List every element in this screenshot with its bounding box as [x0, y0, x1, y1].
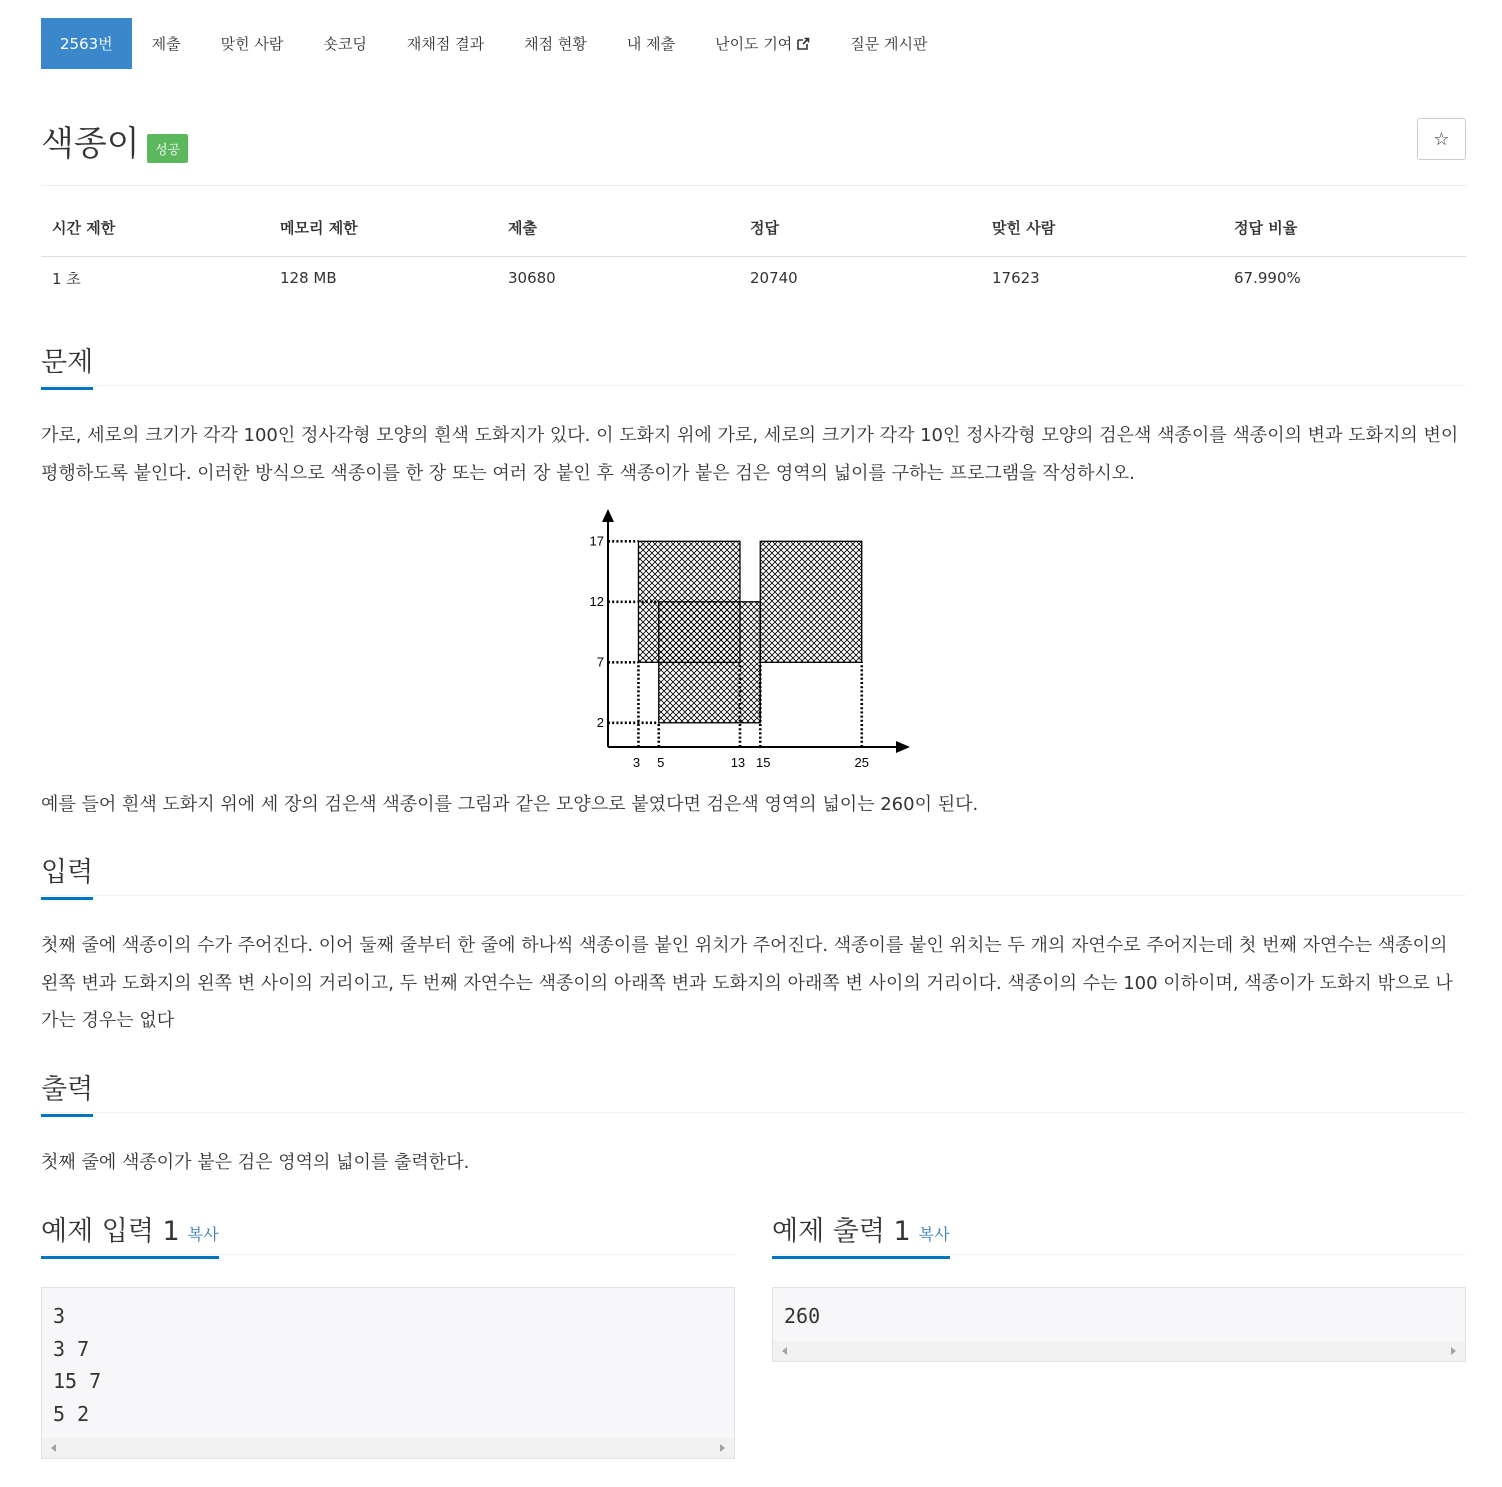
x-tick-label: 25 [854, 755, 869, 770]
nav-tab-label: 2563번 [60, 35, 113, 53]
example-description: 예를 들어 흰색 도화지 위에 세 장의 검은색 색종이를 그림과 같은 모양으로 붙였다면 검은색 영역의 넓이는 260이 된다. [41, 794, 979, 815]
sample-output-line: 260 [784, 1304, 821, 1328]
scroll-right-icon[interactable] [1451, 1347, 1456, 1355]
nav-tab-judge-status[interactable] [504, 18, 607, 69]
sample-output-heading [772, 1209, 950, 1259]
header-accept-rate: 정답 비율 [1223, 212, 1466, 256]
sample-input-heading [41, 1209, 219, 1259]
input-section-header [41, 850, 1466, 896]
horizontal-scrollbar[interactable] [773, 1341, 1465, 1361]
nav-tab-label: 제출 [151, 35, 181, 53]
scroll-right-icon[interactable] [720, 1444, 725, 1452]
x-tick-label: 3 [632, 755, 641, 770]
nav-tab-label: 채점 현황 [524, 35, 587, 53]
external-link-icon [796, 37, 810, 51]
y-tick-label: 17 [589, 533, 604, 549]
nav-tab-my-submissions[interactable] [607, 18, 695, 69]
problem-heading: 문제 [41, 340, 93, 390]
header-time-limit: 시간 제한 [41, 212, 269, 256]
nav-tab-submit[interactable] [132, 18, 201, 69]
input-description: 첫째 줄에 색종이의 수가 주어진다. 이어 둘째 줄부터 한 줄에 하나씩 색종이를 붙인 위치가 주어진다. 색종이를 붙인 위치는 두 개의 자연수로 주어지는데 첫 번째 자연수는 색종이의 왼쪽 변과 도화지의 왼쪽 변 사이의 거리이고, 두 번째 자연수는 색종이의 아래쪽 변과 도화지의 아래쪽 변 사이의 거리이다. 색종이의 수는 100 이하이며, 색종이가 도화지 밖으로 나가는 경우는 없다 [41, 935, 1453, 1031]
sample-input-title: 예제 입력 1 [41, 1216, 180, 1247]
nav-tab-solved-users[interactable] [201, 18, 304, 69]
sample-input-header [41, 1209, 735, 1255]
sample-output-header [772, 1209, 1466, 1255]
problem-nav [41, 18, 948, 69]
cell-time-limit: 1 초 [52, 269, 81, 288]
output-description: 첫째 줄에 색종이가 붙은 검은 영역의 넓이를 출력한다. [41, 1152, 470, 1173]
scroll-left-icon[interactable] [51, 1444, 56, 1452]
problem-title: 색종이 [41, 124, 140, 164]
table-row [41, 256, 1466, 300]
sample-output-text [773, 1288, 1465, 1333]
nav-tab-label: 난이도 기여 [715, 35, 793, 53]
table-header-row [41, 212, 1466, 256]
colored-paper-figure [580, 505, 925, 775]
nav-tab-problem[interactable] [41, 18, 132, 69]
nav-tab-difficulty-contribution[interactable] [695, 18, 830, 69]
problem-section-header [41, 340, 1466, 386]
nav-tab-label: 질문 게시판 [850, 35, 928, 53]
cell-accept-rate: 67.990% [1234, 269, 1301, 288]
y-tick-label: 12 [589, 593, 604, 609]
sample-input-line: 5 2 [53, 1401, 90, 1426]
nav-tab-short-coding[interactable] [303, 18, 386, 69]
nav-tab-rejudge-results[interactable] [387, 18, 504, 69]
cell-memory-limit: 128 MB [280, 269, 337, 288]
colored-paper-square [760, 541, 862, 662]
status-badge: 성공 [147, 134, 188, 163]
x-tick-label: 15 [756, 755, 771, 770]
x-axis-arrow-icon [896, 741, 910, 753]
y-axis-arrow-icon [602, 509, 614, 522]
output-heading: 출력 [41, 1067, 93, 1117]
y-tick-label: 7 [596, 654, 604, 670]
header-accepted: 정답 [739, 212, 981, 256]
sample-input-box[interactable] [41, 1287, 735, 1459]
cell-accepted: 20740 [750, 269, 798, 288]
problem-header [41, 116, 1466, 186]
nav-tab-label: 재채점 결과 [406, 35, 485, 53]
output-section-header [41, 1067, 1466, 1113]
horizontal-scrollbar[interactable] [42, 1438, 734, 1458]
nav-tab-label: 맞힌 사람 [220, 35, 284, 53]
colored-paper-square [659, 602, 761, 723]
header-submissions: 제출 [497, 212, 739, 256]
copy-input-button[interactable]: 복사 [187, 1225, 219, 1244]
header-solved-users: 맞힌 사람 [981, 212, 1223, 256]
sample-output-title: 예제 출력 1 [772, 1216, 911, 1247]
nav-tab-qna-board[interactable] [830, 18, 947, 69]
sample-input-line: 3 [53, 1304, 66, 1328]
x-tick-label: 5 [657, 755, 665, 770]
copy-output-button[interactable]: 복사 [918, 1225, 950, 1244]
y-tick-label: 2 [596, 714, 604, 730]
cell-solved-users: 17623 [992, 269, 1040, 288]
problem-info-table [41, 212, 1466, 300]
star-icon: ☆ [1433, 128, 1450, 150]
problem-description: 가로, 세로의 크기가 각각 100인 정사각형 모양의 흰색 도화지가 있다. 이 도화지 위에 가로, 세로의 크기가 각각 10인 정사각형 모양의 검은색 색종이를 색종이의 변과 도화지의 변이 평행하도록 붙인다. 이러한 방식으로 색종이를 한 장 또는 여러 장 붙인 후 색종이가 붙은 검은 영역의 넓이를 구하는 프로그램을 작성하시오. [41, 425, 1459, 484]
scroll-left-icon[interactable] [782, 1347, 787, 1355]
cell-submissions: 30680 [508, 269, 556, 288]
nav-tab-label: 내 제출 [626, 35, 676, 53]
sample-input-line: 3 7 [53, 1336, 90, 1361]
sample-input-line: 15 7 [53, 1369, 102, 1393]
header-memory-limit: 메모리 제한 [269, 212, 497, 256]
nav-tab-label: 숏코딩 [323, 35, 367, 53]
sample-input-text [42, 1288, 734, 1430]
figure-shapes [602, 509, 910, 753]
sample-output-box[interactable] [772, 1287, 1466, 1362]
input-heading: 입력 [41, 850, 93, 900]
x-tick-label: 13 [730, 755, 746, 770]
favorite-button[interactable] [1417, 118, 1466, 160]
